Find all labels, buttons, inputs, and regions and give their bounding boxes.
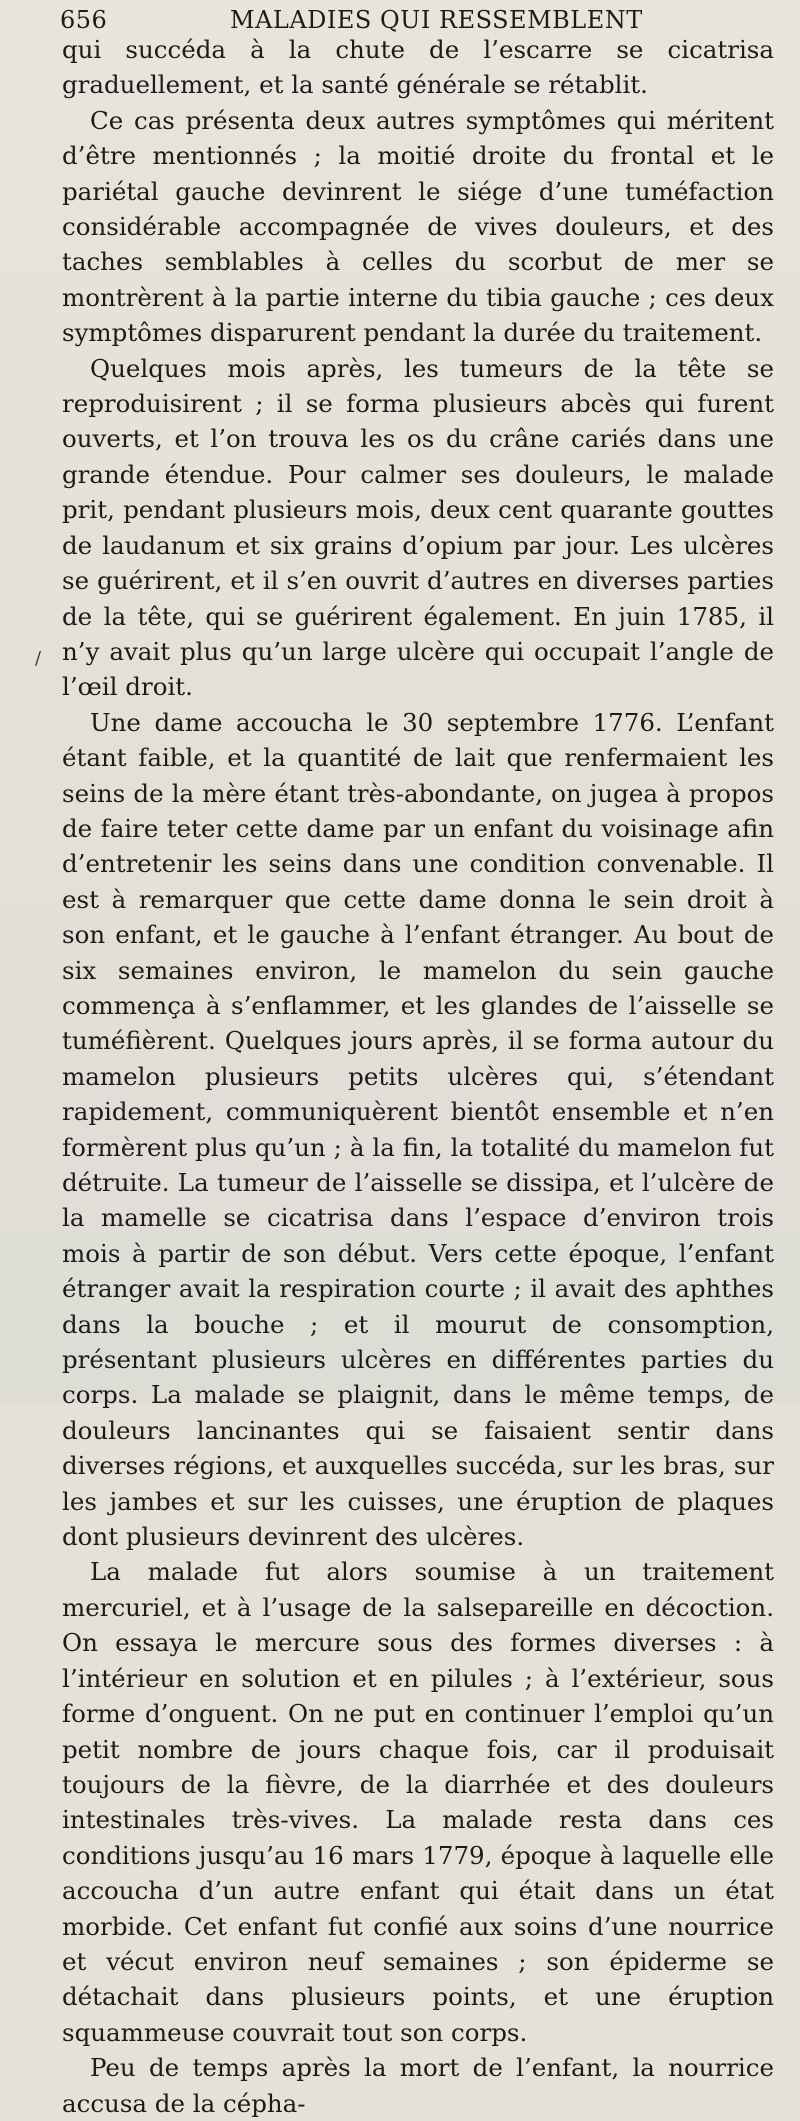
running-head: MALADIES QUI RESSEMBLENT [230,6,643,34]
body-text [62,32,774,2121]
paragraph-continuation: qui succéda à la chute de l’escarre se cicatrisa graduellement, et la santé générale se rétablit. [62,35,774,100]
paragraph: Ce cas présenta deux autres symptômes qui méritent d’être mentionnés ; la moitié droite du frontal et le pariétal gauche devinrent le siége d’une tuméfaction considérable accompagnée de vives douleurs, et des taches semblables à celles du scorbut de mer se montrèrent à la partie interne du tibia gauche ; ces deux symptômes disparurent pendant la durée du traitement. [62,105,774,348]
paragraph: Une dame accoucha le 30 septembre 1776. L’enfant étant faible, et la quantité de lait que renfermaient les seins de la mère étant très-abondante, on jugea à propos de faire teter cette dame par un enfant du voisinage afin d’entretenir les seins dans une condition convenable. Il est à remarquer que cette dame donna le sein droit à son enfant, et le gauche à l’enfant étranger. Au bout de six semaines environ, le mamelon du sein gauche commença à s’enflammer, et les glandes de l’aisselle se tuméfièrent. Quelques jours après, il se forma autour du mamelon plusieurs petits ulcères qui, s’étendant rapidement, communiquèrent bientôt ensemble et n’en formèrent plus qu’un ; à la fin, la totalité du mamelon fut détruite. La tumeur de l’aisselle se dissipa, et l’ulcère de la mamelle se cicatrisa dans l’espace d’environ trois mois à partir de son début. Vers cette époque, l’enfant étranger avait la respiration courte ; il avait des aphthes dans la bouche ; et il mourut de consomption, présentant plusieurs ulcères en différentes parties du corps. La malade se plaignit, dans le même temps, de douleurs lancinantes qui se faisaient sentir dans diverses régions, et auxquelles succéda, sur les bras, sur les jambes et sur les cuisses, une éruption de plaques dont plusieurs devinrent des ulcères. [62,707,774,1552]
page-number: 656 [60,6,108,34]
paragraph-final: Peu de temps après la mort de l’enfant, la nourrice accusa de la cépha- [62,2053,774,2118]
margin-mark: / [35,648,42,669]
paragraph: Quelques mois après, les tumeurs de la tête se reproduisirent ; il se forma plusieurs abcès qui furent ouverts, et l’on trouva les os du crâne cariés dans une grande étendue. Pour calmer ses douleurs, le malade prit, pendant plusieurs mois, deux cent quarante gouttes de laudanum et six grains d’opium par jour. Les ulcères se guérirent, et il s’en ouvrit d’autres en diverses parties de la tête, qui se guérirent également. En juin 1785, il n’y avait plus qu’un large ulcère qui occupait l’angle de l’œil droit. [62,353,774,702]
paragraph: La malade fut alors soumise à un traitement mercuriel, et à l’usage de la salsepareille en décoction. On essaya le mercure sous des formes diverses : à l’intérieur en solution et en pilules ; à l’extérieur, sous forme d’onguent. On ne put en continuer l’emploi qu’un petit nombre de jours chaque fois, car il produisait toujours de la fièvre, de la diarrhée et des douleurs intestinales très-vives. La malade resta dans ces conditions jusqu’au 16 mars 1779, époque à laquelle elle accoucha d’un autre enfant qui était dans un état morbide. Cet enfant fut confié aux soins d’une nourrice et vécut environ neuf semaines ; son épiderme se détachait dans plusieurs points, et une éruption squammeuse couvrait tout son corps. [62,1557,774,2047]
